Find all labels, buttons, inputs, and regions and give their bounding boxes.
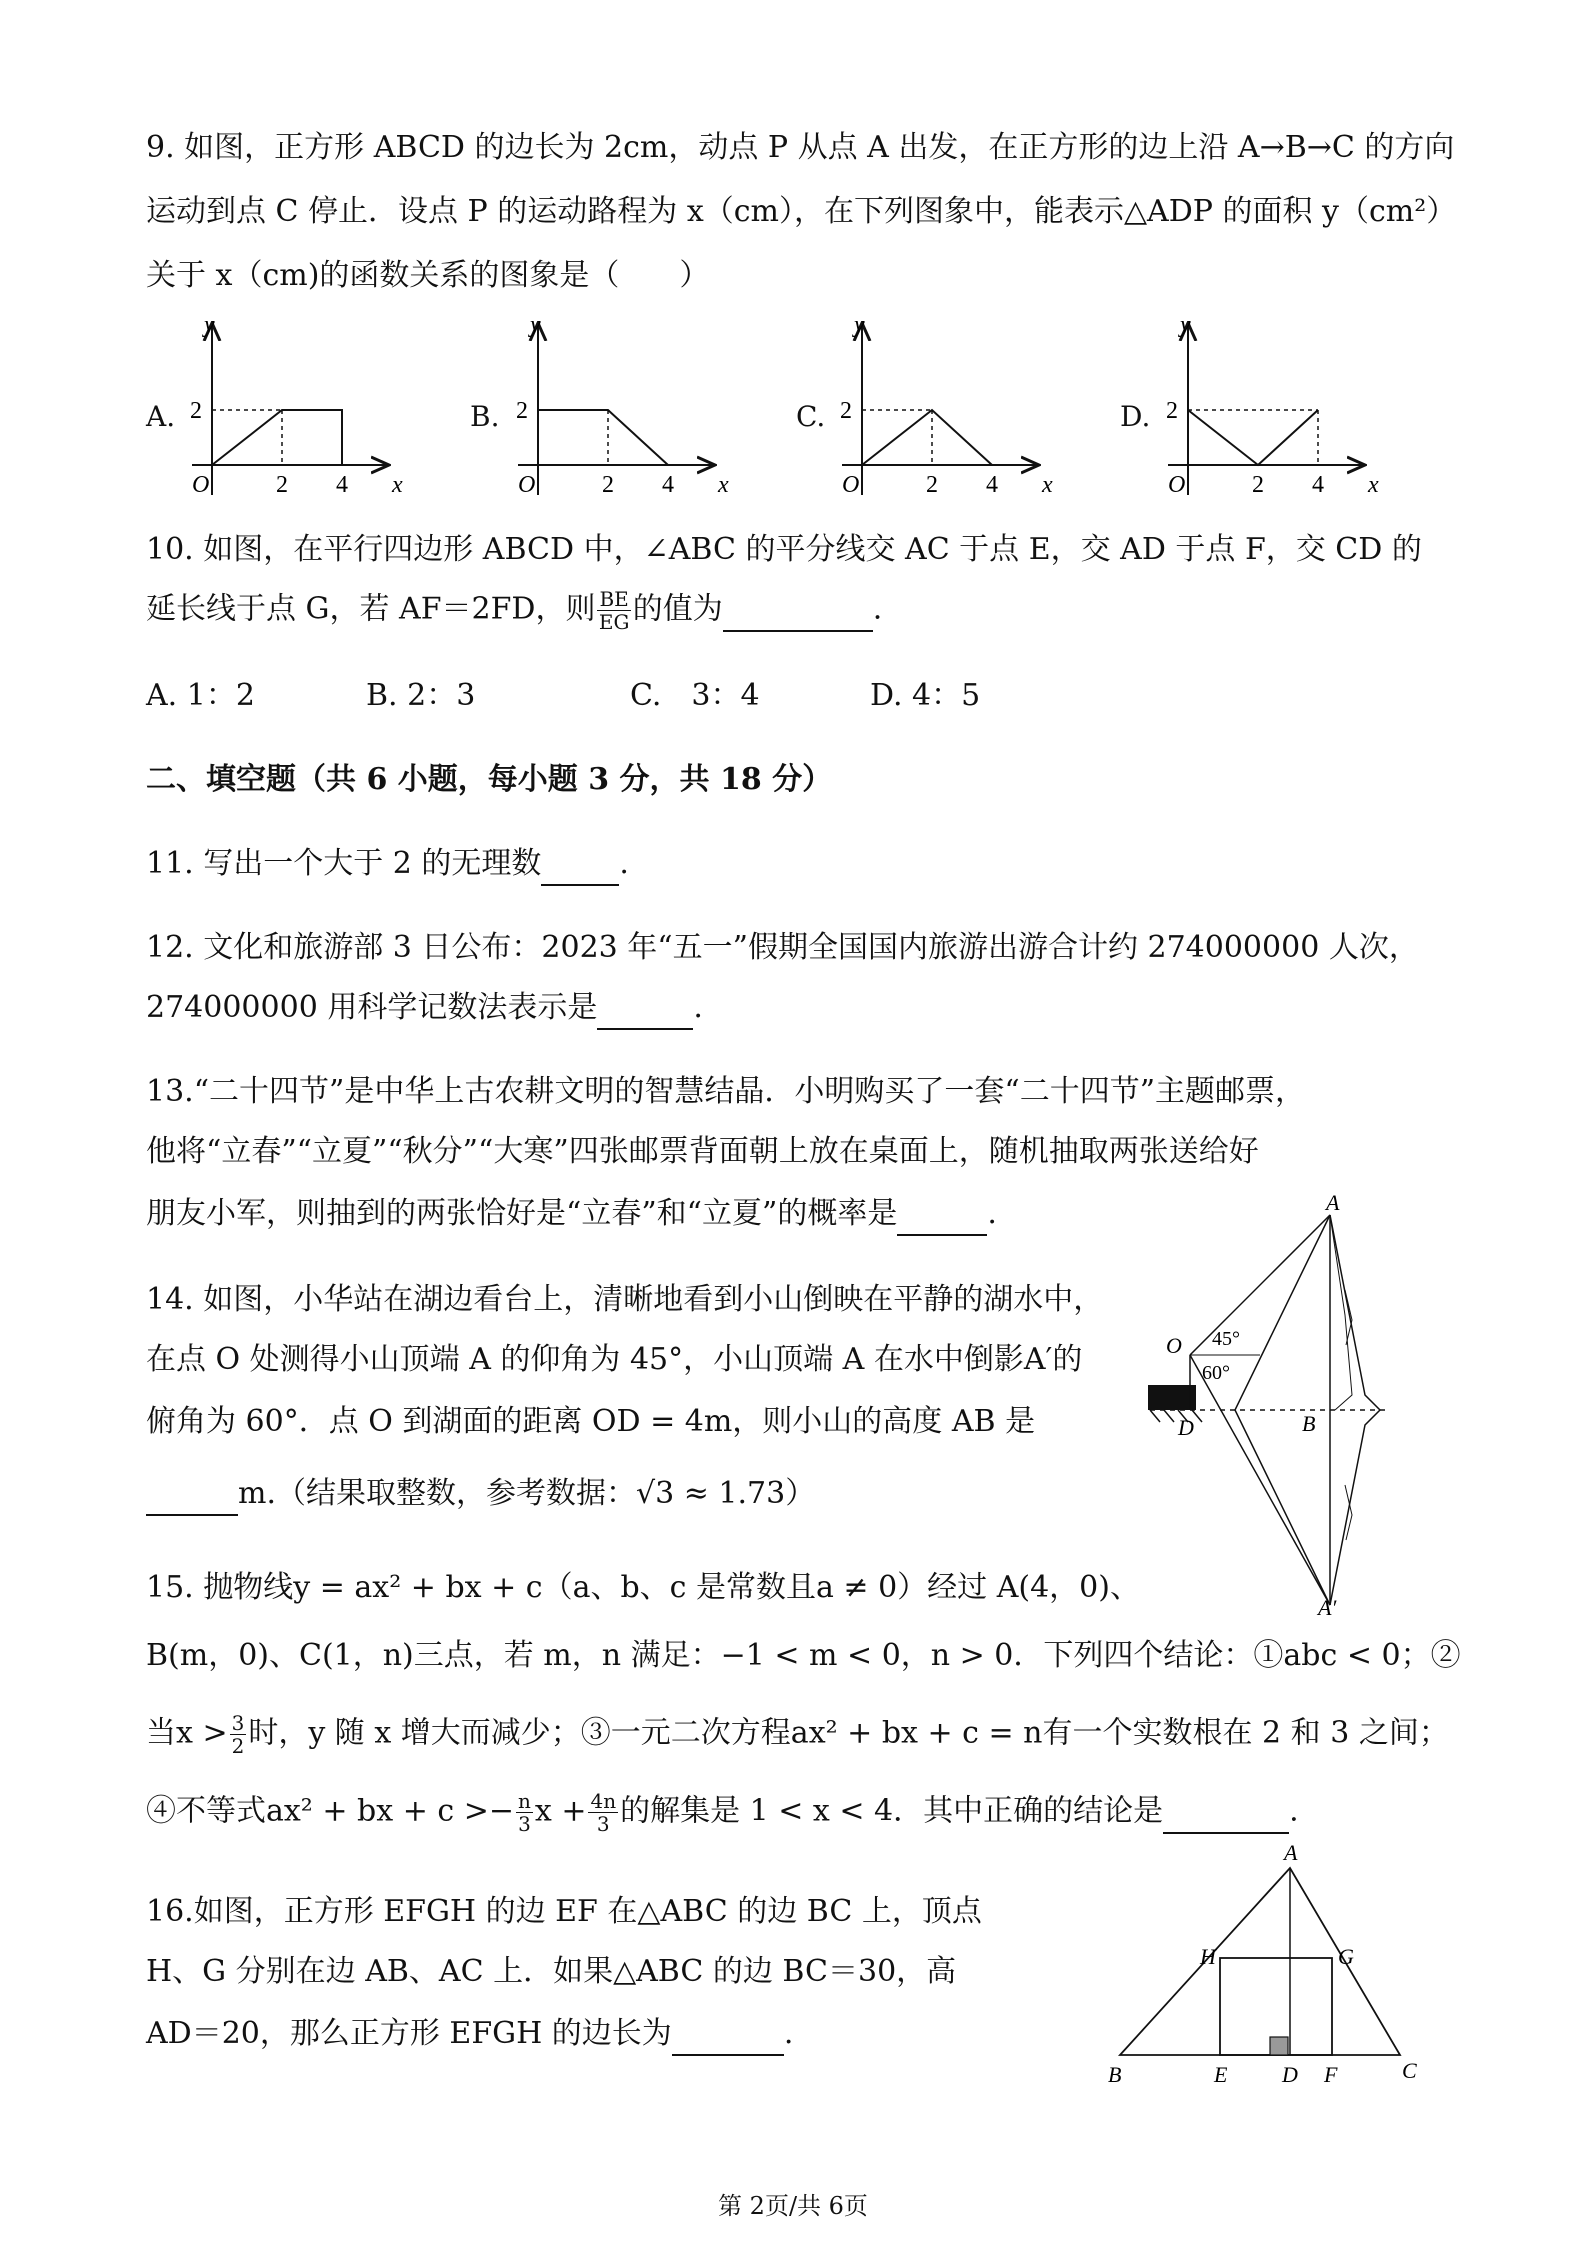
q10-period: . [872, 591, 883, 627]
q15-line-4-end: 的解集是 1 < x < 4．其中正确的结论是 [620, 1793, 1164, 1829]
x-tick-4: 4 [662, 472, 674, 498]
triangle-abc [1120, 1868, 1400, 2055]
y-axis-label: y [1180, 312, 1191, 338]
curve-c [862, 410, 992, 465]
section-2-title: 二、填空题（共 6 小题，每小题 3 分，共 18 分） [146, 762, 833, 797]
q15-frac-3-den: 3 [596, 1812, 610, 1836]
q14-line-4-text: m.（结果取整数，参考数据：√3 ≈ 1.73） [238, 1476, 816, 1511]
q12-line-2-text: 274000000 用科学记数法表示是 [146, 990, 598, 1025]
q16-answer-blank[interactable] [672, 2014, 784, 2056]
right-angle-mark [1270, 2037, 1288, 2055]
y-tick-2: 2 [516, 398, 528, 424]
q10-frac-num: BE [599, 587, 629, 611]
q12-answer-blank[interactable] [597, 988, 693, 1030]
label-h: H [1200, 1944, 1216, 1969]
origin-label: O [842, 472, 860, 498]
x-tick-2: 2 [602, 472, 614, 498]
label-o: O [1166, 1333, 1182, 1358]
q11-answer-blank[interactable] [541, 844, 619, 886]
q10-line-2-text: 延长线于点 G，若 AF＝2FD，则 [146, 591, 596, 627]
q12-period: . [693, 990, 703, 1025]
q9-graph-b [498, 310, 758, 510]
q11-text: 11. 写出一个大于 2 的无理数 [146, 846, 542, 881]
y-tick-2: 2 [1166, 398, 1178, 424]
q10-line-1: 10. 如图，在平行四边形 ABCD 中，∠ABC 的平分线交 AC 于点 E，交 AD 于点 F，交 CD 的 [146, 532, 1422, 567]
line-oa-prime [1190, 1355, 1330, 1605]
q13-line-1: 13.“二十四节”是中华上古农耕文明的智慧结晶．小明购买了一套“二十四节”主题邮票， [146, 1074, 1306, 1109]
q9-graph-a [172, 310, 432, 510]
x-axis-label: x [392, 472, 403, 498]
q15-frac-1-den: 2 [231, 1734, 245, 1758]
label-a-prime: A′ [1318, 1595, 1337, 1615]
q15-line-3-start: 当x > [146, 1715, 228, 1751]
q9-option-c-label: C. [796, 400, 826, 433]
q10-line-2 [146, 588, 882, 633]
q9-option-d-label: D. [1120, 400, 1151, 433]
x-axis-label: x [718, 472, 729, 498]
q9-graph-d [1148, 310, 1408, 510]
label-f: F [1324, 2062, 1338, 2087]
curve-b [538, 410, 668, 465]
label-a: A [1326, 1195, 1340, 1215]
q14-line-3: 俯角为 60°．点 O 到湖面的距离 OD = 4m，则小山的高度 AB 是 [146, 1404, 1036, 1439]
y-axis-label: y [854, 312, 865, 338]
x-axis-label: x [1368, 472, 1379, 498]
y-tick-2: 2 [190, 398, 202, 424]
q10-choice-a[interactable]: A. 1：2 [146, 678, 255, 713]
label-d: D [1282, 2062, 1298, 2087]
x-tick-2: 2 [1252, 472, 1264, 498]
q10-choice-b[interactable]: B. 2：3 [366, 678, 476, 713]
q12-line-2 [146, 988, 703, 1030]
q13-line-2: 他将“立春”“立夏”“秋分”“大寒”四张邮票背面朝上放在桌面上，随机抽取两张送给好 [146, 1134, 1259, 1169]
q16-line-3-text: AD＝20，那么正方形 EFGH 的边长为 [146, 2016, 672, 2051]
q9-line-3: 关于 x（cm)的函数关系的图象是（ ） [146, 258, 710, 293]
y-tick-2: 2 [840, 398, 852, 424]
q15-frac-2-num: n [517, 1789, 531, 1813]
x-tick-2: 2 [276, 472, 288, 498]
q15-period: . [1289, 1793, 1299, 1829]
y-axis-label: y [530, 312, 541, 338]
q13-line-3 [146, 1194, 997, 1236]
label-c: C [1402, 2058, 1417, 2083]
q15-frac-1-num: 3 [231, 1711, 245, 1735]
q14-figure [1130, 1195, 1430, 1615]
q13-period: . [987, 1196, 997, 1231]
label-d: D [1178, 1415, 1194, 1440]
y-axis-label: y [204, 312, 215, 338]
q14-line-4 [146, 1474, 815, 1516]
q14-line-1: 14. 如图，小华站在湖边看台上，清晰地看到小山倒映在平静的湖水中， [146, 1282, 1104, 1317]
origin-label: O [1168, 472, 1186, 498]
curve-d [1188, 410, 1318, 465]
q15-line-2: B(m，0)、C(1，n)三点，若 m，n 满足：−1 < m < 0，n > 0．下列四个结论：①abc < 0；② [146, 1638, 1461, 1673]
hatch [1150, 1410, 1160, 1422]
x-tick-4: 4 [986, 472, 998, 498]
q9-option-b-label: B. [470, 400, 500, 433]
q15-line-3 [146, 1712, 1449, 1757]
curve-a [212, 410, 342, 465]
q15-fraction-1 [230, 1712, 247, 1757]
q15-fraction-3 [588, 1790, 618, 1835]
q15-line-3-rest: 时，y 随 x 增大而减少；③一元二次方程ax² + bx + c = n有一个实数根在 2 和 3 之间； [248, 1715, 1449, 1751]
q14-answer-blank[interactable] [146, 1474, 238, 1516]
label-angle-60: 60° [1202, 1362, 1230, 1384]
page-footer: 第 2页/共 6页 [718, 2192, 868, 2220]
q11-period: . [619, 846, 629, 881]
q11-line [146, 844, 629, 886]
q16-figure [1090, 1840, 1430, 2090]
origin-label: O [518, 472, 536, 498]
label-g: G [1338, 1944, 1354, 1969]
q16-period: . [783, 2016, 794, 2051]
x-tick-2: 2 [926, 472, 938, 498]
q15-line-4 [146, 1790, 1299, 1835]
x-tick-4: 4 [1312, 472, 1324, 498]
q15-line-4-mid: x + [534, 1793, 587, 1829]
q9-option-a-label: A. [146, 400, 176, 433]
q10-choice-c[interactable]: C. 3：4 [630, 678, 760, 713]
label-b: B [1302, 1411, 1316, 1436]
q16-line-3 [146, 2014, 793, 2056]
q9-line-1: 9. 如图，正方形 ABCD 的边长为 2cm，动点 P 从点 A 出发，在正方形的边上沿 A→B→C 的方向 [146, 130, 1455, 165]
q13-answer-blank[interactable] [897, 1194, 987, 1236]
q15-line-1: 15. 抛物线y = ax² + bx + c（a、b、c 是常数且a ≠ 0）经过 A(4，0)、 [146, 1570, 1140, 1605]
q16-line-1: 16.如图，正方形 EFGH 的边 EF 在△ABC 的边 BC 上，顶点 [146, 1894, 982, 1929]
q10-fraction [597, 588, 630, 633]
origin-label: O [192, 472, 210, 498]
label-angle-45: 45° [1212, 1328, 1240, 1350]
q10-line-2-tail: 的值为 [632, 591, 723, 627]
q15-frac-3-num: 4n [590, 1789, 617, 1813]
q9-graph-c [822, 310, 1082, 510]
hatch [1164, 1410, 1174, 1422]
q16-line-2: H、G 分别在边 AB、AC 上．如果△ABC 的边 BC＝30，高 [146, 1954, 957, 1989]
x-tick-4: 4 [336, 472, 348, 498]
q12-line-1: 12. 文化和旅游部 3 日公布：2023 年“五一”假期全国国内旅游出游合计约 274000000 人次， [146, 930, 1419, 965]
x-axis-label: x [1042, 472, 1053, 498]
q10-choice-d[interactable]: D. 4：5 [870, 678, 981, 713]
label-a: A [1284, 1840, 1298, 1865]
q15-line-4-start: ④不等式ax² + bx + c >− [146, 1793, 514, 1829]
q14-line-2: 在点 O 处测得小山顶端 A 的仰角为 45°，小山顶端 A 在水中倒影A′的 [146, 1342, 1083, 1377]
label-b: B [1108, 2062, 1122, 2087]
q13-line-3-text: 朋友小军，则抽到的两张恰好是“立春”和“立夏”的概率是 [146, 1196, 898, 1231]
q15-fraction-2 [516, 1790, 533, 1835]
label-e: E [1214, 2062, 1228, 2087]
q15-answer-blank[interactable] [1163, 1792, 1289, 1834]
q10-answer-blank[interactable] [723, 590, 873, 632]
q9-line-2: 运动到点 C 停止．设点 P 的运动路程为 x（cm），在下列图象中，能表示△ADP 的面积 y（cm²） [146, 194, 1457, 229]
platform [1148, 1385, 1196, 1410]
q15-frac-2-den: 3 [518, 1812, 531, 1836]
q10-frac-den: EG [598, 610, 630, 634]
